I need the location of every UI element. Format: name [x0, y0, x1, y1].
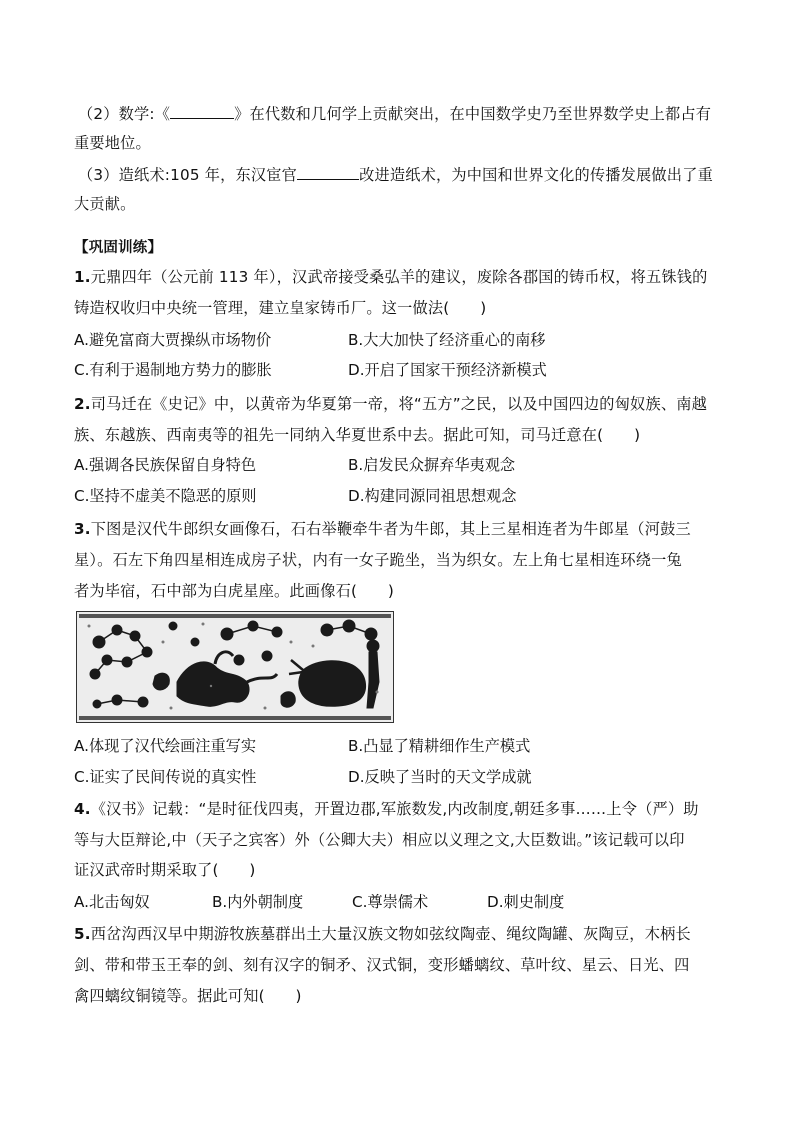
question-5-line-3: 禽四螭纹铜镜等。据此可知( ): [74, 987, 302, 1005]
question-3-option-b[interactable]: B.凸显了精耕细作生产模式: [348, 737, 531, 755]
question-3-line-1: [74, 518, 691, 540]
fill-item-3-post: 改进造纸术，为中国和世界文化的传播发展做出了重: [359, 166, 713, 184]
question-3-text-1: 下图是汉代牛郎织女画像石，石右举鞭牵牛者为牛郎，其上三星相连者为牛郎星（河鼓三: [90, 520, 691, 538]
question-4-line-3: 证汉武帝时期采取了( ): [74, 861, 256, 879]
question-5-line-2: 剑、带和带玉王奉的剑、刻有汉字的铜矛、汉式铜，变形蟠螭纹、草叶纹、星云、日光、四: [74, 956, 690, 974]
stone-relief-drawing: [77, 612, 393, 722]
section-heading: 【巩固训练】: [74, 240, 163, 256]
question-2-line-1: [74, 393, 707, 415]
question-4-option-a[interactable]: A.北击匈奴: [74, 893, 150, 911]
question-3-line-3: 者为毕宿，石中部为白虎星座。此画像石( ): [74, 582, 395, 600]
question-2-text-1: 司马迁在《史记》中，以黄帝为华夏第一帝，将“五方”之民，以及中国四边的匈奴族、南越: [90, 395, 707, 413]
question-1-line-2: 铸造权收归中央统一管理，建立皇家铸币厂。这一做法( ): [74, 299, 487, 317]
question-3-line-2: 星）。石左下角四星相连成房子状，内有一女子跪坐，当为织女。左上角七星相连环绕一兔: [74, 551, 682, 569]
fill-item-3: [78, 162, 713, 186]
question-2-option-d[interactable]: D.构建同源同祖思想观念: [348, 487, 517, 505]
stone-relief-image: [76, 611, 394, 723]
question-2-option-b[interactable]: B.启发民众摒弃华夷观念: [348, 456, 516, 474]
question-1-number: 1.: [74, 268, 91, 286]
question-1-text-1: 元鼎四年（公元前 113 年），汉武帝接受桑弘羊的建议，废除各郡国的铸币权，将五铢钱的: [90, 268, 708, 286]
question-4-line-1: [74, 798, 699, 820]
question-4-option-c[interactable]: C.尊崇儒术: [352, 893, 429, 911]
question-4-text-1: 《汉书》记载：“是时征伐四夷，开置边郡,军旅数发,内改制度,朝廷多事……上令（严）助: [90, 800, 699, 818]
question-2-line-2: 族、东越族、西南夷等的祖先一同纳入华夏世系中去。据此可知，司马迁意在( ): [74, 426, 641, 444]
question-1-option-d[interactable]: D.开启了国家干预经济新模式: [348, 361, 547, 379]
question-3-option-c[interactable]: C.证实了民间传说的真实性: [74, 768, 257, 786]
question-2-number: 2.: [74, 395, 91, 413]
question-4-line-2: 等与大臣辩论,中（天子之宾客）外（公卿大夫）相应以义理之文,大臣数诎。”该记载可以印: [74, 831, 685, 849]
fill-item-2: [78, 101, 711, 125]
answer-blank-eunuch[interactable]: [297, 162, 359, 180]
question-3-number: 3.: [74, 520, 91, 538]
question-1-line-1: [74, 266, 708, 288]
question-2-option-c[interactable]: C.坚持不虚美不隐恶的原则: [74, 487, 257, 505]
question-5-line-1: [74, 923, 691, 945]
question-1-option-c[interactable]: C.有利于遏制地方势力的膨胀: [74, 361, 272, 379]
answer-blank-math-book[interactable]: [170, 101, 234, 119]
question-1-option-a[interactable]: A.避免富商大贾操纵市场物价: [74, 331, 272, 349]
question-4-option-d[interactable]: D.刺史制度: [487, 893, 565, 911]
fill-item-3-pre: （3）造纸术:105 年，东汉宦官: [78, 166, 298, 184]
fill-item-2-post: 》在代数和几何学上贡献突出，在中国数学史乃至世界数学史上都占有: [234, 105, 712, 123]
question-1-option-b[interactable]: B.大大加快了经济重心的南移: [348, 331, 546, 349]
fill-item-2-pre: （2）数学:《: [78, 105, 171, 123]
fill-item-3-continuation: 大贡献。: [74, 195, 136, 213]
question-3-option-d[interactable]: D.反映了当时的天文学成就: [348, 768, 532, 786]
question-5-text-1: 西岔沟西汉早中期游牧族墓群出土大量汉族文物如弦纹陶壶、绳纹陶罐、灰陶豆，木柄长: [90, 925, 691, 943]
question-4-option-b[interactable]: B.内外朝制度: [212, 893, 304, 911]
question-5-number: 5.: [74, 925, 91, 943]
question-4-number: 4.: [74, 800, 91, 818]
fill-item-2-continuation: 重要地位。: [74, 134, 151, 152]
question-3-option-a[interactable]: A.体现了汉代绘画注重写实: [74, 737, 257, 755]
question-2-option-a[interactable]: A.强调各民族保留自身特色: [74, 456, 257, 474]
